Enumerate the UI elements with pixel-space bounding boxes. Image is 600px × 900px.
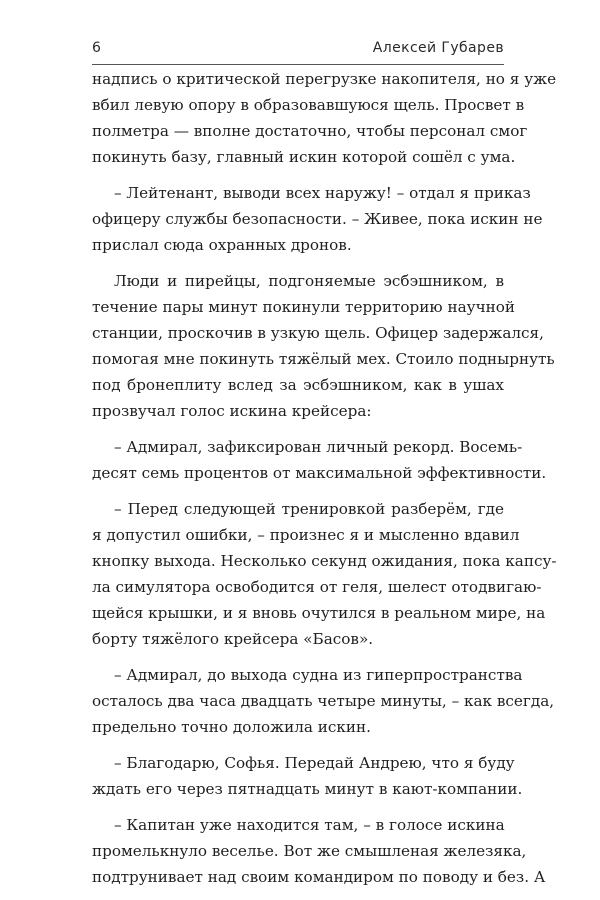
text-line: – Капитан уже находится там, – в голосе искина [114,816,505,834]
page-number: 6 [92,40,101,56]
paragraph [92,180,543,258]
text-line: станции, проскочив в узкую щель. Офицер задержался, [92,324,544,342]
running-head [92,36,504,62]
paragraph [92,66,557,170]
text-line: предельно точно доложила искин. [92,718,371,736]
text-line: – Лейтенант, выводи всех наружу! – отдал я приказ [114,184,531,202]
text-line: под бронеплиту вслед за эсбэшником, как в ушах [92,376,504,394]
text-line: подтрунивает над своим командиром по поводу и без. А [92,868,546,886]
text-line: – Благодарю, Софья. Передай Андрею, что я буду [114,754,515,772]
text-line: кнопку выхода. Несколько секунд ожидания, пока капсу- [92,552,557,570]
text-line: прозвучал голос искина крейсера: [92,402,372,420]
body-text [92,66,557,900]
paragraph [92,662,555,740]
text-line: помогая мне покинуть тяжёлый мех. Стоило поднырнуть [92,350,555,368]
text-line: я допустил ошибки, – произнес я и мысленно вдавил [92,526,520,544]
text-line: прислал сюда охранных дронов. [92,236,352,254]
paragraph [92,496,557,652]
text-line: промелькнуло веселье. Вот же смышленая железяка, [92,842,527,860]
paragraph [92,812,546,890]
text-line: полметра — вполне достаточно, чтобы персонал смог [92,122,528,140]
text-line: – Адмирал, до выхода судна из гиперпространства [114,666,523,684]
text-line: ждать его через пятнадцать минут в кают-компании. [92,780,523,798]
text-line: щейся крышки, и я вновь очутился в реальном мире, на [92,604,546,622]
text-line: покинуть базу, главный искин которой сошёл с ума. [92,148,516,166]
text-line: ла симулятора освободится от геля, шелест отодвигаю- [92,578,542,596]
paragraph [92,750,523,802]
text-line: вбил левую опору в образовавшуюся щель. Просвет в [92,96,525,114]
text-line: десят семь процентов от максимальной эффективности. [92,464,547,482]
paragraph [92,434,547,486]
text-line: офицеру службы безопасности. – Живее, пока искин не [92,210,543,228]
text-line: осталось два часа двадцать четыре минуты, – как всегда, [92,692,555,710]
paragraph [92,268,555,424]
author-name: Алексей Губарев [372,40,504,56]
text-line: течение пары минут покинули территорию научной [92,298,515,316]
text-line: – Перед следующей тренировкой разберём, где [114,500,504,518]
text-line: надпись о критической перегрузке накопителя, но я уже [92,70,557,88]
text-line: – Адмирал, зафиксирован личный рекорд. Восемь- [114,438,523,456]
text-line: борту тяжёлого крейсера «Басов». [92,630,374,648]
text-line: Люди и пирейцы, подгоняемые эсбэшником, в [114,272,504,290]
header-divider [92,64,504,65]
